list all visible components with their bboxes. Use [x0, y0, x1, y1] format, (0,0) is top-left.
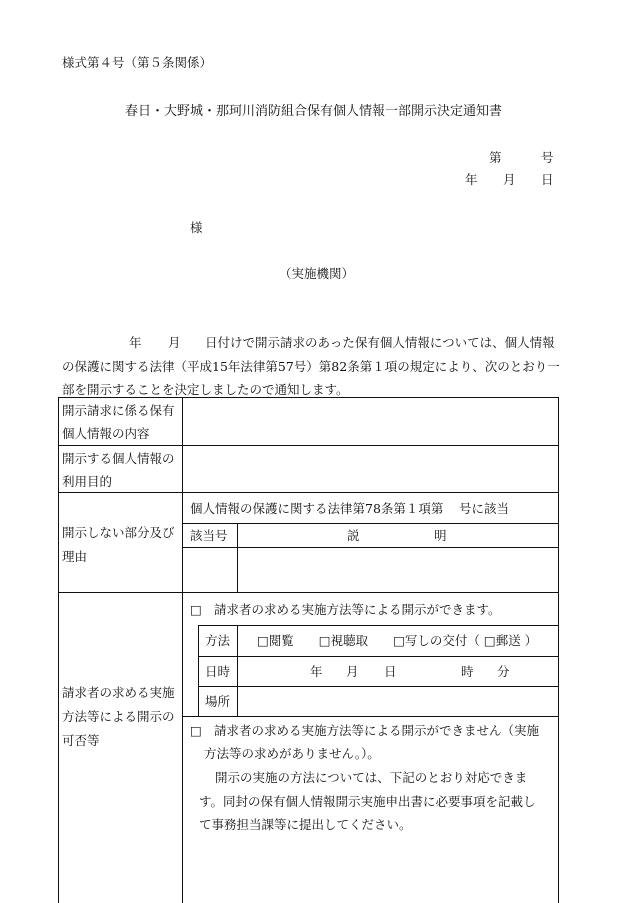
- date-year: 年: [465, 172, 478, 187]
- dt-hour: 時: [461, 664, 474, 679]
- option2-checkbox[interactable]: □: [190, 723, 202, 738]
- row4-label-3: 可否等: [62, 733, 100, 748]
- option2-text-3: 開示の実施の方法については、下記のとおり対応できま: [215, 770, 528, 785]
- row4-label-1: 請求者の求める実施: [62, 685, 175, 700]
- document-title: 春日・大野城・那珂川消防組合保有個人情報一部開示決定通知書: [125, 104, 503, 119]
- row2-label-1: 開示する個人情報の: [62, 451, 175, 466]
- option1-checkbox[interactable]: □: [190, 602, 202, 617]
- number-label-dai: 第: [489, 150, 502, 165]
- date-day: 日: [541, 172, 554, 187]
- row2-label-2: 利用目的: [62, 474, 113, 489]
- row3-label-2: 理由: [62, 549, 88, 564]
- row3-col-number: 該当号: [190, 528, 228, 543]
- place-label: 場所: [205, 694, 231, 709]
- row3-col-explain-2: 明: [434, 528, 447, 543]
- row3-law-pre: 個人情報の保護に関する法律第78条第１項第: [190, 501, 444, 516]
- body-year: 年: [129, 335, 142, 350]
- method-label: 方法: [205, 633, 231, 648]
- row4-label-2: 方法等による開示の: [62, 709, 175, 724]
- dt-minute: 分: [497, 664, 510, 679]
- dt-year: 年: [310, 664, 323, 679]
- row1-label-2: 個人情報の内容: [62, 426, 150, 441]
- body-line1: 日付けで開示請求のあった保有個人情報については、個人情報: [205, 335, 555, 350]
- dt-day: 日: [384, 664, 397, 679]
- recipient-suffix: 様: [190, 220, 203, 235]
- implementing-agency: （実施機関）: [279, 266, 355, 281]
- date-month: 月: [503, 172, 516, 187]
- option2-text-5: て事務担当課等に提出してください。: [199, 817, 412, 832]
- row1-label-1: 開示請求に係る保有: [62, 403, 175, 418]
- row3-law-post: 号に該当: [459, 501, 510, 516]
- number-label-go: 号: [541, 150, 554, 165]
- option2-text-4: す。同封の保有個人情報開示実施申出書に必要事項を記載し: [199, 794, 536, 809]
- body-line3: 部を開示することを決定しましたので通知します。: [62, 382, 349, 397]
- row3-col-explain-1: 説: [347, 528, 360, 543]
- row3-label-1: 開示しない部分及び: [62, 525, 175, 540]
- method-options[interactable]: □閲覧 □視聴取 □写しの交付（ □郵送 ）: [257, 633, 538, 648]
- option1-text: 請求者の求める実施方法等による開示ができます。: [214, 602, 501, 617]
- datetime-label: 日時: [205, 664, 231, 679]
- option2-text-1: 請求者の求める実施方法等による開示ができません（実施: [214, 723, 540, 738]
- dt-month: 月: [346, 664, 359, 679]
- body-line2: の保護に関する法律（平成15年法律第57号）第82条第１項の規定により、次のとおり一: [62, 359, 560, 374]
- body-month: 月: [168, 335, 181, 350]
- form-number: 様式第４号（第５条関係）: [62, 55, 213, 70]
- option2-text-2: 方法等の求めがありません。）。: [204, 746, 380, 761]
